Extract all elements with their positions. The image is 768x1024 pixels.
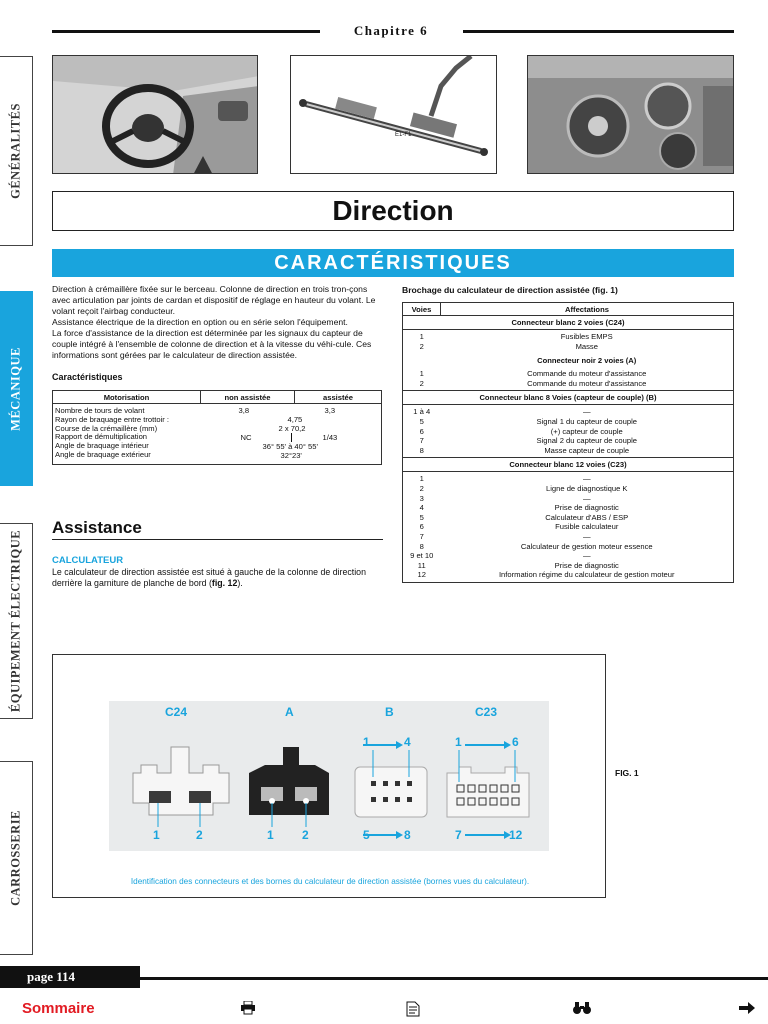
b-pin-5: 5 <box>363 828 370 842</box>
calculateur-heading: CALCULATEUR <box>52 555 124 566</box>
label-c23: C23 <box>475 705 498 719</box>
printer-icon[interactable] <box>240 1001 256 1018</box>
sommaire-link[interactable]: Sommaire <box>22 1000 95 1017</box>
document-icon[interactable] <box>406 1001 420 1020</box>
connector-c23-title: Connecteur blanc 12 voies (C23) <box>403 458 734 472</box>
connector-c24-title: Connecteur blanc 2 voies (C24) <box>403 316 734 330</box>
connector-a-title: Connecteur noir 2 voies (A) <box>537 355 637 365</box>
b-pin-8: 8 <box>404 828 411 842</box>
header-rule-left <box>52 30 320 33</box>
value-course: 2 x 70,2 <box>278 424 306 433</box>
c23-voies: 1 2 3 4 5 6 7 8 9 et 10 11 12 <box>410 474 434 580</box>
connector-b <box>355 741 427 839</box>
photo-steering-wheel <box>52 55 258 174</box>
tab-generalites[interactable]: GÉNÉRALITÉS <box>0 56 33 246</box>
arrow-right-icon[interactable] <box>738 1001 756 1018</box>
value-tours-na: 3,8 <box>238 406 250 415</box>
col-voies: Voies <box>403 303 441 316</box>
value-rapport-na: NC <box>240 433 252 442</box>
a-voies: 1 2 <box>419 369 424 388</box>
brochage-heading: Brochage du calculateur de direction assistée (fig. 1) <box>402 285 618 295</box>
value-tours-a: 3,3 <box>324 406 336 415</box>
col-affectations: Affectations <box>441 303 734 316</box>
label-angle-int: Angle de braquage intérieur <box>55 441 149 451</box>
value-angle-int: 36° 55' à 40° 55' <box>262 442 318 451</box>
intro-text <box>52 284 383 361</box>
value-rapport-a: 1/43 <box>322 433 338 442</box>
label-a: A <box>285 705 294 719</box>
rack-label: E1-F1 <box>395 132 412 138</box>
c24-pin-2: 2 <box>196 828 203 842</box>
label-course: Course de la crémaillère (mm) <box>55 423 158 433</box>
assistance-heading: Assistance <box>52 518 383 540</box>
binoculars-icon[interactable] <box>572 1001 592 1018</box>
col-non-assistee: non assistée <box>201 391 295 404</box>
c23-pin-6: 6 <box>512 735 519 749</box>
c23-pin-1: 1 <box>455 735 462 749</box>
brochage-table <box>402 302 734 583</box>
a-affectations: Commande du moteur d'assistance Commande du moteur d'assistance <box>527 369 647 388</box>
connector-c24 <box>133 747 229 815</box>
c24-voies: 1 2 <box>419 332 424 351</box>
value-rayon: 4,75 <box>287 415 303 424</box>
c24-pin-1: 1 <box>153 828 160 842</box>
value-angle-ext: 32°23' <box>280 451 302 460</box>
b-pin-1: 1 <box>363 735 370 749</box>
connector-drawings <box>53 655 607 899</box>
page-title: Direction <box>52 191 734 231</box>
b-affectations: — Signal 1 du capteur de couple (+) capteur de couple Signal 2 du capteur de couple Masse capteur de couple <box>536 407 637 455</box>
header-rule-right <box>463 30 734 33</box>
connector-a <box>249 747 329 815</box>
section-title: CARACTÉRISTIQUES <box>52 249 734 277</box>
c23-pin-12: 12 <box>509 828 523 842</box>
chapter-title: Chapitre 6 <box>353 23 429 38</box>
photo-engine-bay <box>527 55 734 174</box>
intro-paragraph-3: La force d'assistance de la direction est déterminée par les signaux du capteur de couple intégré à l'ensemble de colonne de direction et à la vitesse du véhi-cule. Ces informations sont gérées par le calculateur de direction assistée. <box>52 328 372 360</box>
page-number: page 114 <box>0 966 140 988</box>
figure-number: FIG. 1 <box>615 768 639 778</box>
label-tours: Nombre de tours de volant <box>55 406 145 415</box>
b-voies: 1 à 4 5 6 7 8 <box>413 407 431 455</box>
tab-equipement-electrique[interactable]: ÉQUIPEMENT ÉLECTRIQUE <box>0 523 33 719</box>
label-rapport: Rapport de démultiplication <box>55 432 148 442</box>
caracteristiques-heading: Caractéristiques <box>52 372 123 382</box>
figure-caption: Identification des connecteurs et des bornes du calculateur de direction assistée (bornes vues du calculateur). <box>130 877 530 886</box>
tab-carrosserie[interactable]: CARROSSERIE <box>0 761 33 955</box>
calculateur-text: Le calculateur de direction assistée est situé à gauche de la colonne de direction derrière la garniture de planche de bord (fig. 12). <box>52 567 366 588</box>
intro-paragraph-1: Direction à crémaillère fixée sur le berceau. Colonne de direction en trois tron-çons avec articulation par joints de cardan et dispositif de réglage en hauteur du volant. Le volant reçoit l'airbag conducteur. <box>52 284 376 316</box>
col-motorisation: Motorisation <box>53 391 201 404</box>
c23-affectations: — Ligne de diagnostique K — Prise de diagnostic Calculateur d'ABS / ESP Fusible calculateur — Calculateur de gestion moteur essence — Prise de diagnostic Information régime du calculateur de gestion moteur <box>498 474 675 580</box>
connector-figure <box>52 654 606 898</box>
c23-pin-7: 7 <box>455 828 462 842</box>
photo-steering-rack <box>290 55 497 174</box>
col-assistee: assistée <box>295 391 382 404</box>
fig-12-reference: fig. 12 <box>211 578 238 588</box>
value-rapport-sep <box>291 433 292 442</box>
a-pin-2: 2 <box>302 828 309 842</box>
intro-paragraph-2: Assistance électrique de la direction en option ou en série selon l'équipement. <box>52 317 348 327</box>
row-labels <box>53 404 201 465</box>
a-pin-1: 1 <box>267 828 274 842</box>
connector-b-title: Connecteur blanc 8 Voies (capteur de couple) (B) <box>403 391 734 405</box>
connector-c23 <box>447 741 529 839</box>
c24-affectations: Fusibles EMPS Masse <box>560 332 613 351</box>
label-angle-ext: Angle de braquage extérieur <box>55 449 151 459</box>
caracteristiques-table <box>52 390 382 465</box>
label-rayon: Rayon de braquage entre trottoir : <box>55 414 169 424</box>
tab-mecanique[interactable]: MÉCANIQUE <box>0 291 33 486</box>
label-c24: C24 <box>165 705 188 719</box>
label-b: B <box>385 705 394 719</box>
b-pin-4: 4 <box>404 735 411 749</box>
